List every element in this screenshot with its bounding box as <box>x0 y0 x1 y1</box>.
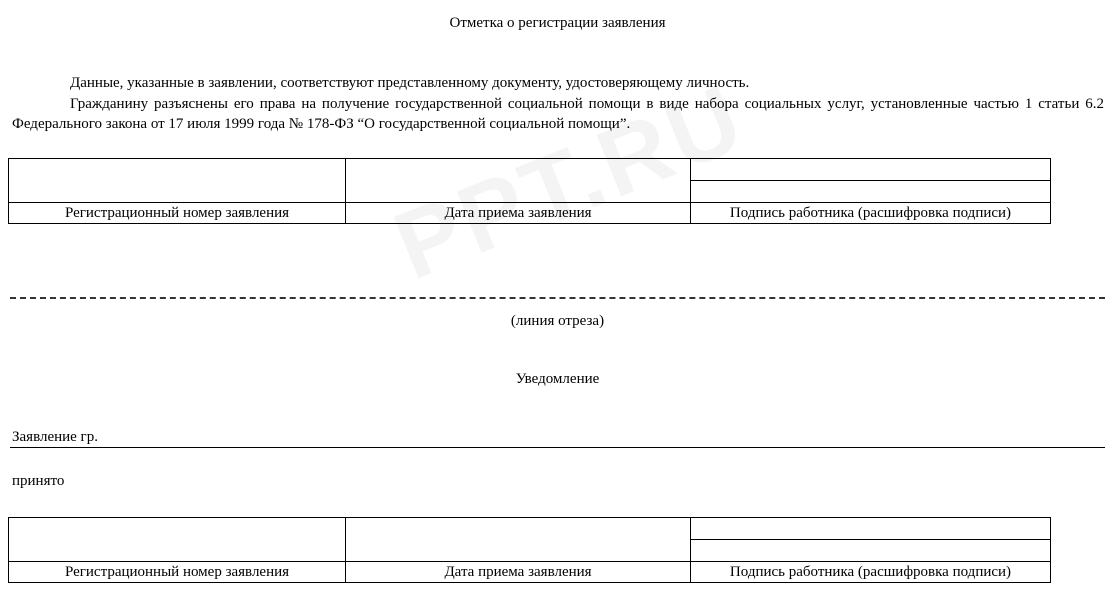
reg-number-field[interactable] <box>9 518 346 562</box>
applicant-name-line[interactable] <box>10 447 1105 448</box>
employee-signature-label: Подпись работника (расшифровка подписи) <box>691 562 1051 583</box>
reception-date-field[interactable] <box>346 518 691 562</box>
reception-date-label: Дата приема заявления <box>346 562 691 583</box>
accepted-label: принято <box>12 473 65 489</box>
reg-number-field[interactable] <box>9 159 346 203</box>
registration-table-top <box>8 158 1051 224</box>
cut-line-label: (линия отреза) <box>510 313 605 329</box>
registration-table-bottom <box>8 517 1051 583</box>
cut-line <box>10 297 1105 299</box>
employee-signature-decoding-field[interactable] <box>691 181 1051 203</box>
employee-signature-label: Подпись работника (расшифровка подписи) <box>691 203 1051 224</box>
notice-title: Уведомление <box>515 371 600 387</box>
employee-signature-field[interactable] <box>691 518 1051 540</box>
reg-number-label: Регистрационный номер заявления <box>9 562 346 583</box>
reception-date-label: Дата приема заявления <box>346 203 691 224</box>
registration-mark-title: Отметка о регистрации заявления <box>449 15 666 31</box>
employee-signature-field[interactable] <box>691 159 1051 181</box>
employee-signature-decoding-field[interactable] <box>691 540 1051 562</box>
applicant-label: Заявление гр. <box>12 429 98 445</box>
rights-explanation-text: Гражданину разъяснены его права на получение государственной социальной помощи в виде набора социальных услуг, установленные частью 1 статьи 6.2 Федерального закона от 17 июля 1999 года № 178-ФЗ “О государственной социальной помощи”. <box>12 96 1104 132</box>
reg-number-label: Регистрационный номер заявления <box>9 203 346 224</box>
identity-confirmation-text: Данные, указанные в заявлении, соответствуют представленному документу, удостоверяющему личность. <box>70 75 750 91</box>
reception-date-field[interactable] <box>346 159 691 203</box>
